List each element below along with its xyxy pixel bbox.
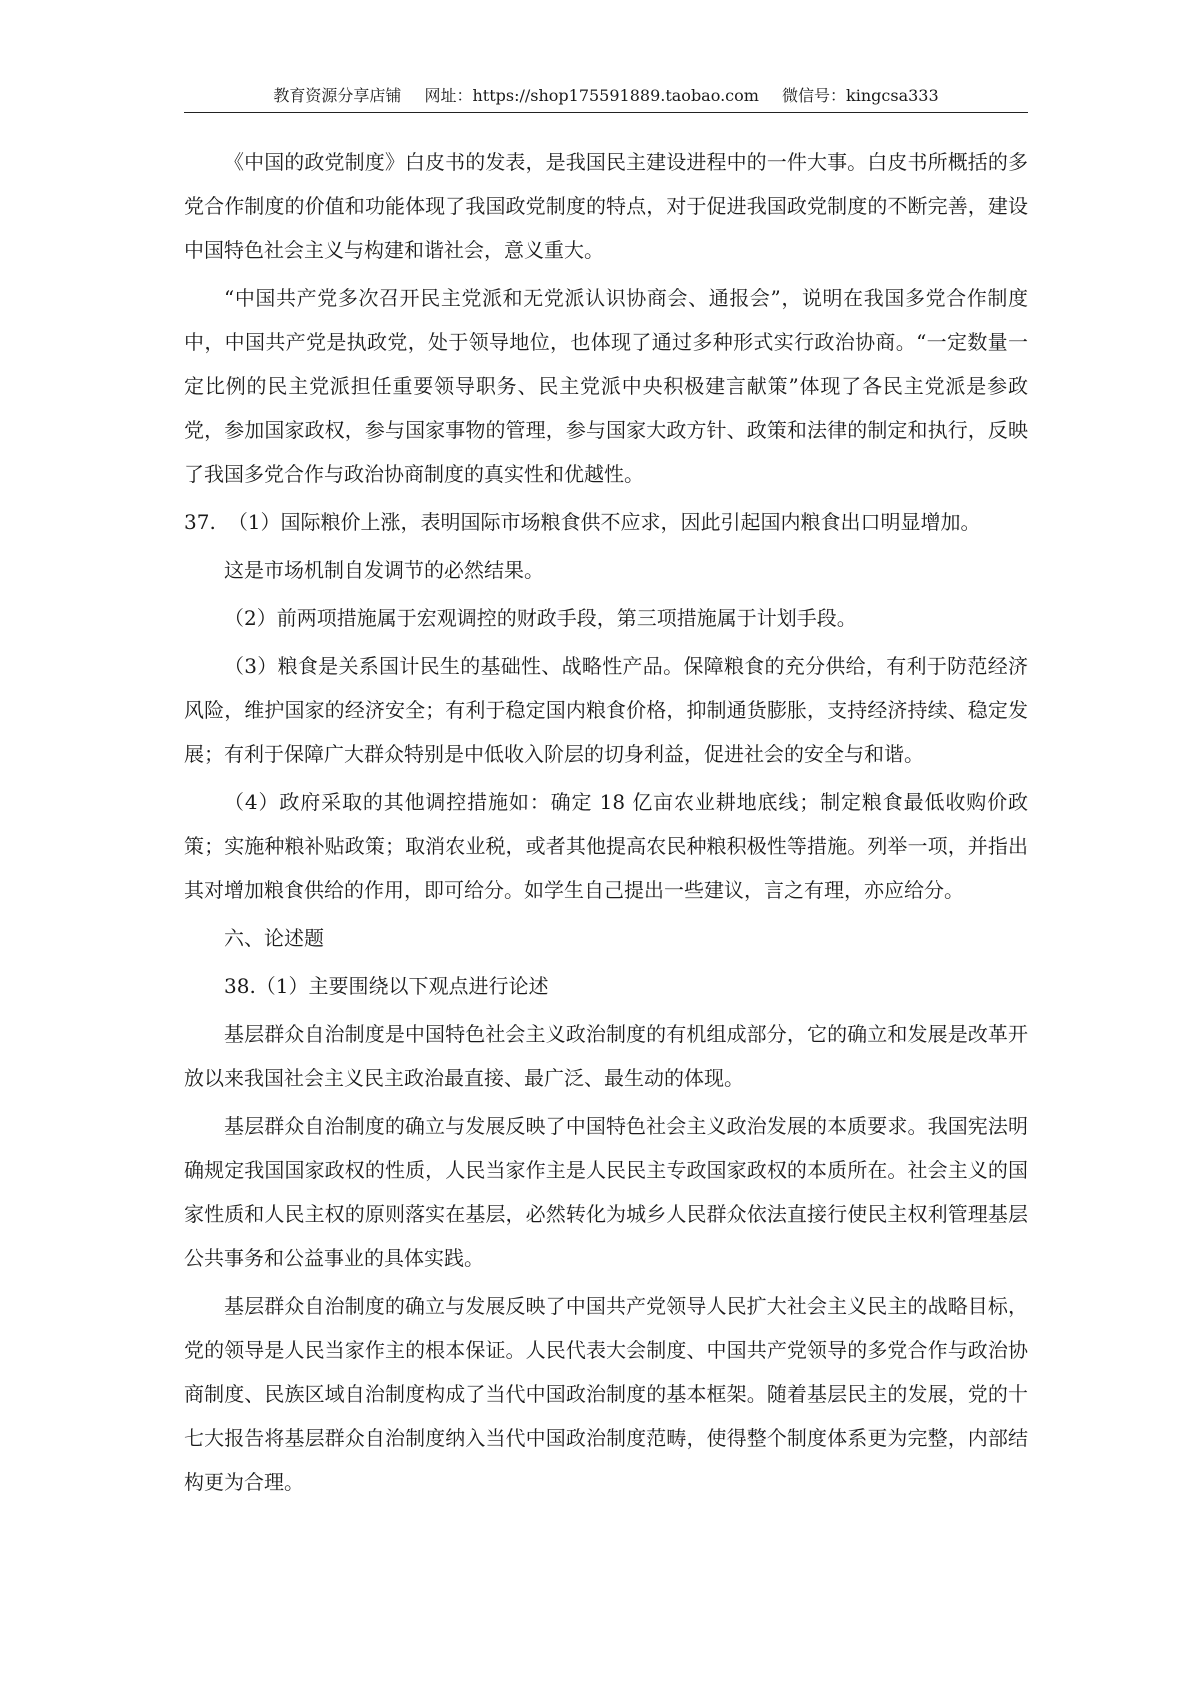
header-url: 网址：https://shop175591889.taobao.com	[424, 86, 759, 105]
header-shop: 教育资源分享店铺	[273, 86, 402, 105]
q38-intro: 38.（1）主要围绕以下观点进行论述	[224, 974, 549, 998]
q37-part2: （2）前两项措施属于宏观调控的财政手段，第三项措施属于计划手段。	[224, 606, 857, 630]
q37-part1	[184, 500, 1028, 544]
q37-part1-text: （1）国际粮价上涨，表明国际市场粮食供不应求，因此引起国内粮食出口明显增加。	[227, 510, 981, 534]
section-title: 六、论述题	[224, 926, 324, 950]
q38-paragraph-3: 基层群众自治制度的确立与发展反映了中国共产党领导人民扩大社会主义民主的战略目标，党的领导是人民当家作主的根本保证。人民代表大会制度、中国共产党领导的多党合作与政治协商制度、民族区域自治制度构成了当代中国政治制度的基本框架。随着基层民主的发展，党的十七大报告将基层群众自治制度纳入当代中国政治制度范畴，使得整个制度体系更为完整，内部结构更为合理。	[184, 1294, 1028, 1494]
page-header	[184, 86, 1028, 113]
header-wechat: 微信号：kingcsa333	[782, 86, 939, 105]
paragraph-party-system: “中国共产党多次召开民主党派和无党派认识协商会、通报会”，说明在我国多党合作制度中，中国共产党是执政党，处于领导地位，也体现了通过多种形式实行政治协商。“一定数量一定比例的民主党派担任重要领导职务、民主党派中央积极建言献策”体现了各民主党派是参政党，参加国家政权，参与国家事物的管理，参与国家大政方针、政策和法律的制定和执行，反映了我国多党合作与政治协商制度的真实性和优越性。	[184, 286, 1028, 486]
q38-paragraph-1: 基层群众自治制度是中国特色社会主义政治制度的有机组成部分，它的确立和发展是改革开放以来我国社会主义民主政治最直接、最广泛、最生动的体现。	[184, 1022, 1028, 1090]
q37-part1-continuation: 这是市场机制自发调节的必然结果。	[224, 558, 544, 582]
document-body	[184, 140, 1028, 1508]
q37-part4: （4）政府采取的其他调控措施如：确定 18 亿亩农业耕地底线；制定粮食最低收购价政策；实施种粮补贴政策；取消农业税，或者其他提高农民种粮积极性等措施。列举一项，并指出其对增加粮食供给的作用，即可给分。如学生自己提出一些建议，言之有理，亦应给分。	[184, 790, 1028, 902]
q38-paragraph-2: 基层群众自治制度的确立与发展反映了中国特色社会主义政治发展的本质要求。我国宪法明确规定我国国家政权的性质，人民当家作主是人民民主专政国家政权的本质所在。社会主义的国家性质和人民主权的原则落实在基层，必然转化为城乡人民群众依法直接行使民主权利管理基层公共事务和公益事业的具体实践。	[184, 1114, 1028, 1270]
q37-label: 37.	[184, 510, 216, 534]
q37-part3: （3）粮食是关系国计民生的基础性、战略性产品。保障粮食的充分供给，有利于防范经济风险，维护国家的经济安全；有利于稳定国内粮食价格，抑制通货膨胀，支持经济持续、稳定发展；有利于保障广大群众特别是中低收入阶层的切身利益，促进社会的安全与和谐。	[184, 654, 1028, 766]
paragraph-whitepaper: 《中国的政党制度》白皮书的发表，是我国民主建设进程中的一件大事。白皮书所概括的多党合作制度的价值和功能体现了我国政党制度的特点，对于促进我国政党制度的不断完善，建设中国特色社会主义与构建和谐社会，意义重大。	[184, 150, 1028, 262]
